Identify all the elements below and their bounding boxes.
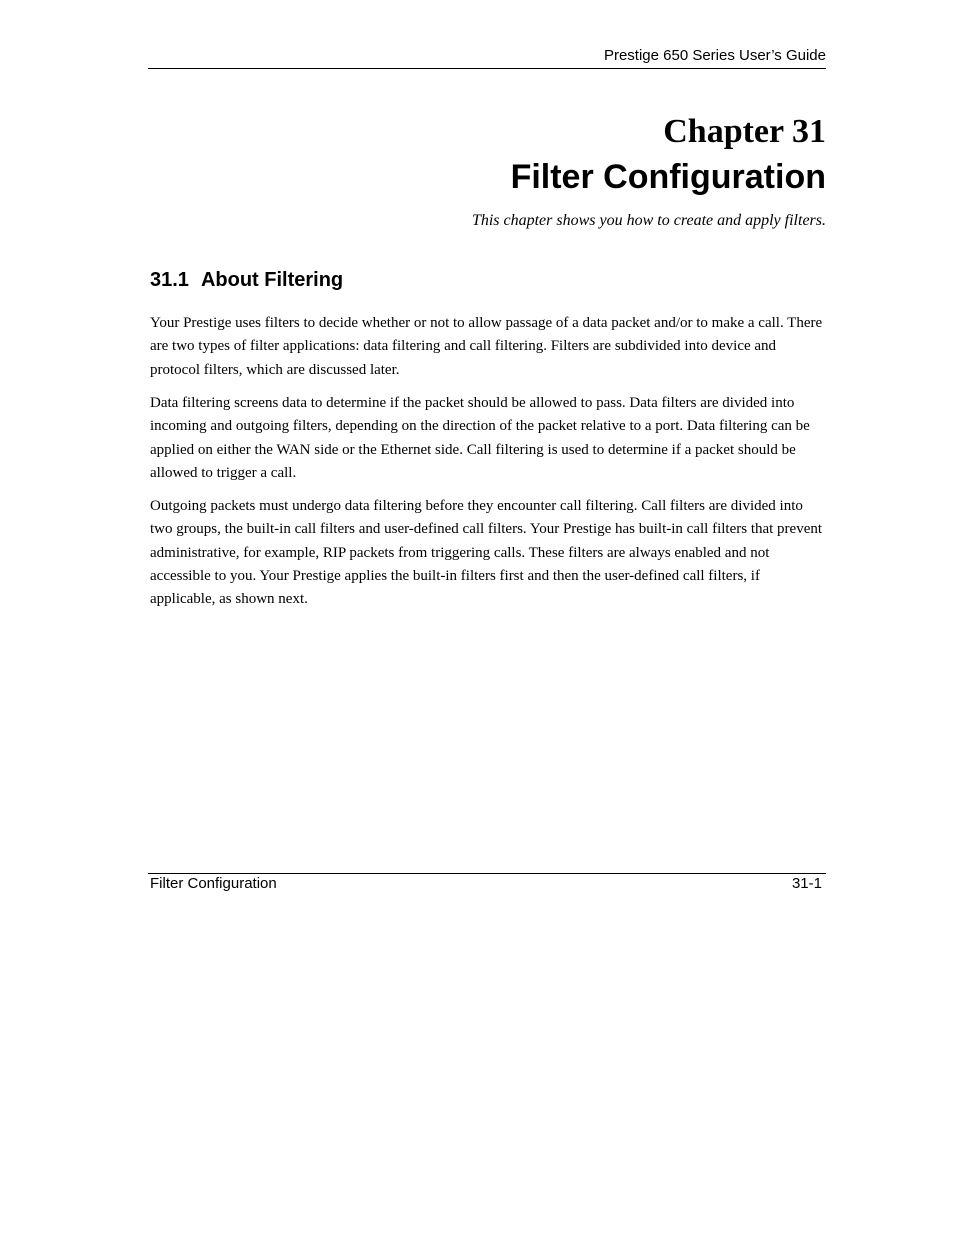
section-number: 31.1 [150,269,189,291]
footer-page-number: 31-1 [791,875,822,892]
chapter-intro: This chapter shows you how to create and apply filters. [471,212,826,229]
body-paragraph: Outgoing packets must undergo data filtering before they encounter call filtering. Call filters are divided into two groups, the built-in call filters and user-defined call filters. Your Prestige has built-in call filters that prevent administrative, for example, RIP packets from triggering calls. These filters are always enabled and not accessible to you. Your Prestige applies the built-in filters first and then the user-defined call filters, if applicable, as shown next. [150,497,823,608]
body-paragraph: Data filtering screens data to determine if the packet should be allowed to pass. Data filters are divided into incoming and outgoing filters, depending on the direction of the packet relative to a port. Data filtering can be applied on either the WAN side or the Ethernet side. Call filtering is used to determine if a packet should be allowed to trigger a call. [150,394,810,481]
body-paragraph: Your Prestige uses filters to decide whether or not to allow passage of a data packet and/or to make a call. There are two types of filter applications: data filtering and call filtering. Filters are subdivided into device and protocol filters, which are discussed later. [150,315,823,378]
section-title: About Filtering [200,269,344,291]
chapter-number: Chapter 31 [663,113,826,150]
section-heading [150,266,826,294]
running-header: Prestige 650 Series User’s Guide [603,47,826,64]
header-divider [148,68,826,69]
section-body [150,312,828,621]
chapter-title: Filter Configuration [510,158,826,196]
footer-chapter-name: Filter Configuration [150,875,277,892]
